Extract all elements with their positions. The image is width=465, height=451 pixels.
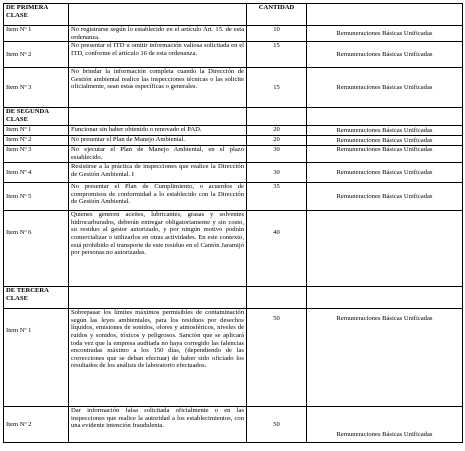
item-quantity: 40 bbox=[247, 211, 307, 287]
section-row bbox=[4, 287, 463, 309]
item-quantity: 15 bbox=[247, 68, 307, 108]
section-blank bbox=[307, 108, 463, 126]
item-quantity: 30 bbox=[247, 146, 307, 163]
sanctions-table bbox=[3, 3, 463, 443]
section-blank bbox=[247, 287, 307, 309]
table-row bbox=[4, 163, 463, 183]
item-description: Dar información falsa solicitada oficialmente o en las inspecciones que realice la autoridad a los establecimientos, con una evidente intención fraudulenta. bbox=[69, 407, 247, 443]
item-label: Item Nº 3 bbox=[4, 68, 69, 108]
header-blank bbox=[69, 4, 247, 26]
item-label: Item Nº 2 bbox=[4, 407, 69, 443]
table-row bbox=[4, 146, 463, 163]
table-row bbox=[4, 136, 463, 146]
item-quantity: 35 bbox=[247, 183, 307, 211]
item-remuneration: Remuneraciones Básicas Unificadas bbox=[307, 42, 463, 68]
item-remuneration: Remuneraciones Básicas Unificadas bbox=[307, 407, 463, 443]
item-quantity: 50 bbox=[247, 407, 307, 443]
item-remuneration: Remuneraciones Básicas Unificadas bbox=[307, 68, 463, 108]
table-row bbox=[4, 211, 463, 287]
table-row bbox=[4, 183, 463, 211]
section-blank bbox=[307, 287, 463, 309]
item-quantity: 50 bbox=[247, 309, 307, 407]
item-label: Item Nº 1 bbox=[4, 26, 69, 42]
table-row bbox=[4, 42, 463, 68]
first-class-heading: DE PRIMERA CLASE bbox=[4, 4, 69, 26]
item-label: Item Nº 1 bbox=[4, 309, 69, 407]
item-remuneration: Remuneraciones Básicas Unificadas bbox=[307, 146, 463, 163]
item-description: No registrarse según lo establecido en el artículo Art. 15. de esta ordenanza. bbox=[69, 26, 247, 42]
item-quantity: 30 bbox=[247, 163, 307, 183]
item-quantity: 20 bbox=[247, 126, 307, 136]
item-description: No presentar el Plan de Cumplimiento, o acuerdos de compromisos de conformidad a lo establecido con la Dirección de Gestión Ambiental. bbox=[69, 183, 247, 211]
item-label: Item Nº 3 bbox=[4, 146, 69, 163]
table-row bbox=[4, 26, 463, 42]
item-description: Sobrepasar los límites máximos permisibles de contaminación según las leyes ambientales, para los residuos por desechos líquidos, emisiones de sonidos, olores y atmosféricos, niveles de ruidos y sonidos, tóxicos y peligrosos. Sanción que se aplicará toda vez que la empresa auditada no haya corregido las falencias encontradas máximo a los 150 días, (dependiendo de las correcciones que se deban efectuar) de haber sido oficiado los resultados de los análisis de laboratorio efectuados. bbox=[69, 309, 247, 407]
item-remuneration: Remuneraciones Básicas Unificadas bbox=[307, 183, 463, 211]
table-row bbox=[4, 68, 463, 108]
item-remuneration: Remuneraciones Básicas Unificadas bbox=[307, 309, 463, 407]
section-blank bbox=[69, 287, 247, 309]
table-row bbox=[4, 407, 463, 443]
item-remuneration bbox=[307, 211, 463, 287]
second-class-heading: DE SEGUNDA CLASE bbox=[4, 108, 69, 126]
item-description: No brindar la información completa cuando la Dirección de Gestión ambiental realice las inspecciones técnicas o las solicite oficialmente, sean estas específicas o generales. bbox=[69, 68, 247, 108]
item-remuneration: Remuneraciones Básicas Unificadas bbox=[307, 163, 463, 183]
item-label: Item Nº 2 bbox=[4, 42, 69, 68]
item-label: Item Nº 1 bbox=[4, 126, 69, 136]
item-remuneration: Remuneraciones Básicas Unificadas bbox=[307, 126, 463, 136]
item-label: Item Nº 2 bbox=[4, 136, 69, 146]
quantity-heading: CANTIDAD bbox=[247, 4, 307, 26]
sanctions-sheet bbox=[3, 3, 462, 448]
item-description: Quienes generen aceites, lubricantes, grasas y solventes hidrocarburados, deberán entregar obligatoriamente y sin costo, su residuo al gestor autorizado, y por ningún motivo podrán comercializar o utilizarlos en otras actividades. En este contexto, está prohibido el transporte de este residuo en el Cantón Jaramijó por personas no autorizadas. bbox=[69, 211, 247, 287]
item-remuneration: Remuneraciones Básicas Unificadas bbox=[307, 136, 463, 146]
item-remuneration: Remuneraciones Básicas Unificadas bbox=[307, 26, 463, 42]
section-blank bbox=[247, 108, 307, 126]
item-description: No presentar el ITD u omitir información valiosa solicitada en el ITD, conforme el artículo 16 de esta ordenanza. bbox=[69, 42, 247, 68]
item-description: Funcionar sin haber obtenido o renovado el PAD. bbox=[69, 126, 247, 136]
third-class-heading: DE TERCERA CLASE bbox=[4, 287, 69, 309]
section-row bbox=[4, 108, 463, 126]
item-quantity: 15 bbox=[247, 42, 307, 68]
header-blank-right bbox=[307, 4, 463, 26]
item-label: Item Nº 6 bbox=[4, 211, 69, 287]
header-row bbox=[4, 4, 463, 26]
section-blank bbox=[69, 108, 247, 126]
item-description: No presentar el Plan de Manejo Ambiental. bbox=[69, 136, 247, 146]
item-description: Resistirse a la práctica de inspecciones que realice la Dirección de Gestión Ambiental. I bbox=[69, 163, 247, 183]
table-row bbox=[4, 126, 463, 136]
item-label: Item Nº 5 bbox=[4, 183, 69, 211]
item-label: Item Nº 4 bbox=[4, 163, 69, 183]
table-row bbox=[4, 309, 463, 407]
item-quantity: 10 bbox=[247, 26, 307, 42]
item-description: No ejecutar el Plan de Manejo Ambiental, en el plazo establecido. bbox=[69, 146, 247, 163]
item-quantity: 20 bbox=[247, 136, 307, 146]
